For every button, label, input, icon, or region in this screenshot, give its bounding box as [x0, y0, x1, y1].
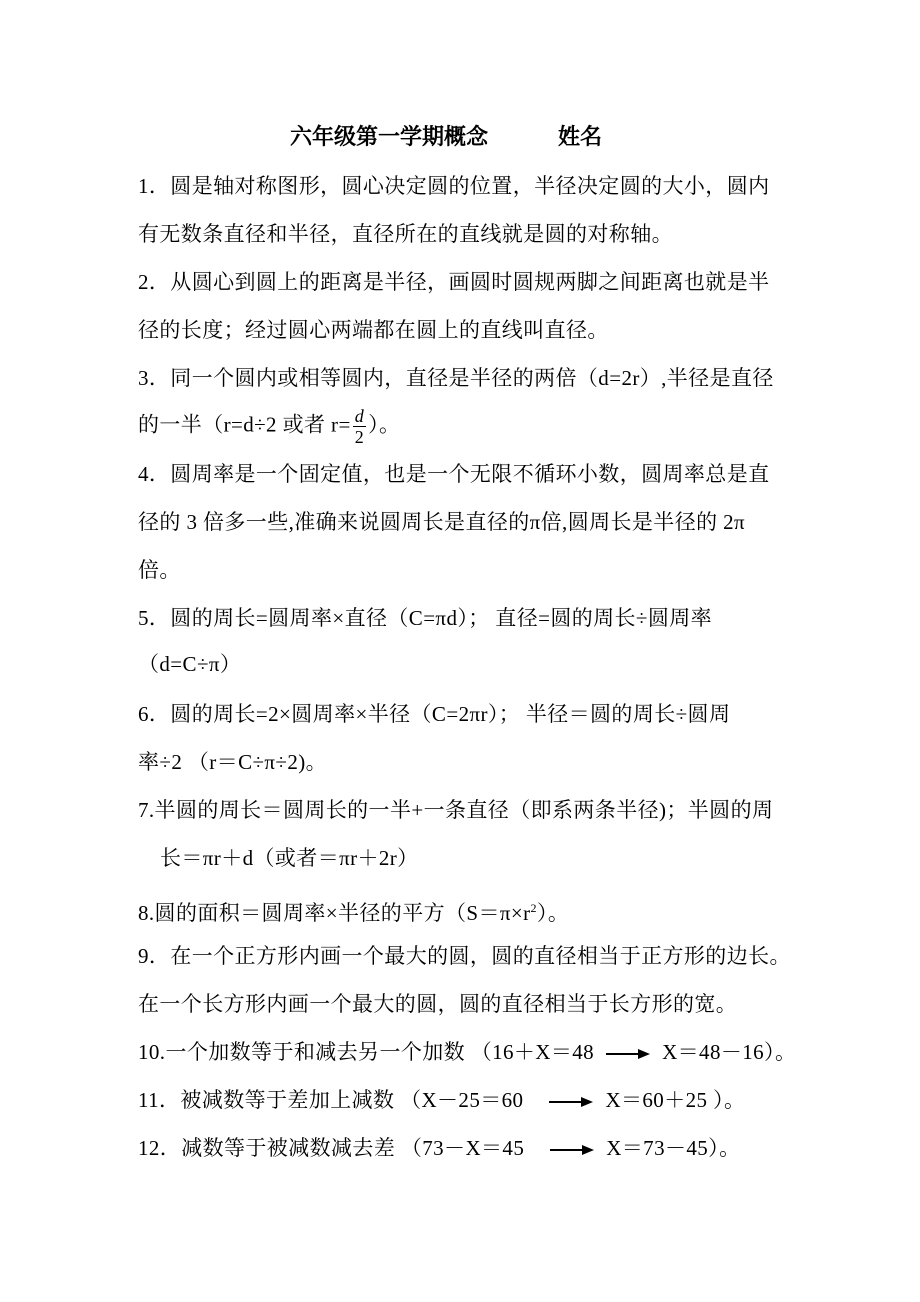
- concept-2-line-1: 2．从圆心到圆上的距离是半径，画圆时圆规两脚之间距离也就是半: [138, 270, 770, 294]
- concept-12-line: [138, 1133, 740, 1163]
- arrow-right-icon: [550, 1145, 594, 1155]
- fraction-d-over-2: [353, 406, 366, 447]
- text: ）。: [368, 412, 401, 437]
- text: X＝48－16）。: [662, 1040, 797, 1064]
- name-label: 姓名: [558, 124, 603, 149]
- concept-7-line-2: 长＝πr＋d（或者＝πr＋2r）: [160, 846, 419, 870]
- text: 8.圆的面积＝圆周率×半径的平方（S＝π×r: [138, 901, 531, 925]
- concept-1-line-2: 有无数条直径和半径，直径所在的直线就是圆的对称轴。: [138, 222, 673, 246]
- arrow-right-icon: [549, 1097, 593, 1107]
- concept-9-line-2: 在一个长方形内画一个最大的圆，圆的直径相当于长方形的宽。: [138, 992, 738, 1016]
- text: X＝73－45）。: [606, 1136, 741, 1160]
- denominator: 2: [354, 427, 365, 447]
- superscript: 2: [530, 901, 537, 915]
- concept-5-line-1: 5．圆的周长=圆周率×直径（C=πd）； 直径=圆的周长÷圆周率: [138, 606, 713, 630]
- concept-11-line: [138, 1085, 745, 1115]
- concept-6-line-2: 率÷2 （r＝C÷π÷2)。: [138, 750, 328, 774]
- concept-1-line-1: 1．圆是轴对称图形，圆心决定圆的位置，半径决定圆的大小，圆内: [138, 174, 770, 198]
- text: 12．减数等于被减数减去差 （73－X＝45: [138, 1136, 525, 1160]
- concept-6-line-1: 6．圆的周长=2×圆周率×半径（C=2πr）； 半径＝圆的周长÷圆周: [138, 702, 731, 726]
- arrow-right-icon: [606, 1049, 650, 1059]
- text: 10.一个加数等于和减去另一个加数 （16＋X＝48: [138, 1040, 595, 1064]
- concept-7-line-1: 7.半圆的周长＝圆周长的一半+一条直径（即系两条半径)；半圆的周: [138, 798, 774, 822]
- concept-4-line-3: 倍。: [138, 558, 181, 582]
- concept-8-line: [138, 893, 569, 928]
- concept-3-line-2: [138, 406, 400, 447]
- concept-4-line-1: 4．圆周率是一个固定值，也是一个无限不循环小数，圆周率总是直: [138, 462, 770, 486]
- text: 的一半（r=d÷2 或者 r=: [138, 412, 351, 437]
- text: 11．被减数等于差加上减数 （X－25＝60: [138, 1088, 524, 1112]
- concept-10-line: [138, 1037, 796, 1067]
- concept-4-line-2: 径的 3 倍多一些,准确来说圆周长是直径的π倍,圆周长是半径的 2π: [138, 510, 746, 534]
- title-text: 六年级第一学期概念: [290, 124, 489, 149]
- text: X＝60＋25 ）。: [605, 1088, 746, 1112]
- numerator: d: [354, 406, 365, 426]
- concept-3-line-1: 3．同一个圆内或相等圆内，直径是半径的两倍（d=2r）,半径是直径: [138, 366, 774, 390]
- concept-9-line-1: 9．在一个正方形内画一个最大的圆，圆的直径相当于正方形的边长。: [138, 944, 791, 968]
- concept-2-line-2: 径的长度；经过圆心两端都在圆上的直线叫直径。: [138, 318, 609, 342]
- text: ）。: [536, 901, 570, 925]
- concept-5-line-2: （d=C÷π）: [138, 652, 242, 676]
- document-title: [290, 120, 602, 151]
